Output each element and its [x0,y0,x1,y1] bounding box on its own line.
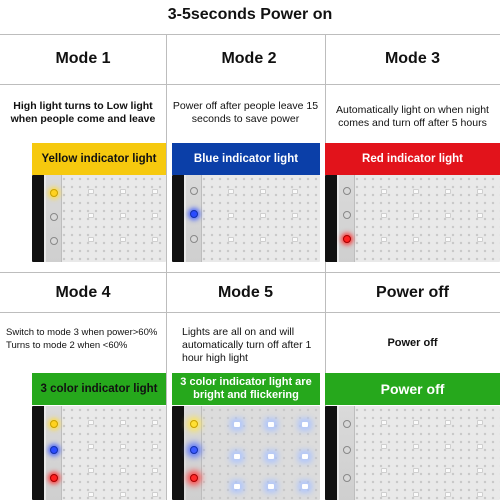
led-bulb [413,237,419,242]
red-indicator-light [343,235,351,243]
led-bulb [120,492,126,497]
led-bulb [477,468,483,473]
mode-2-label: Mode 2 [221,50,277,67]
divider [0,272,500,273]
power-off-banner: Power off [325,373,500,405]
unlit-indicator-light [190,235,198,243]
mode-3-description: Automatically light on when night comes and turn off after 5 hours [336,104,489,129]
red-indicator-light [50,474,58,482]
divider [0,312,500,313]
led-bulb [260,189,266,194]
led-bulb [477,492,483,497]
mode-1-description: High light turns to Low light when people come and leave [10,100,156,125]
led-bulb [445,468,451,473]
led-bulb [381,213,387,218]
mode-4-description: Switch to mode 3 when power>60% Turns to mode 2 when <60% [6,327,158,351]
led-bulb [234,484,240,489]
led-bulb [302,454,308,459]
led-bulb [152,492,158,497]
led-bulb [413,468,419,473]
led-bulb [268,422,274,427]
unlit-indicator-light [343,446,351,454]
unlit-indicator-light [343,187,351,195]
led-bulb [88,492,94,497]
mode-1-panel-photo [32,175,166,262]
mode-2-description: Power off after people leave 15 seconds to save power [172,100,319,125]
led-bulb [152,420,158,425]
led-bulb [88,420,94,425]
blue-indicator-light [190,446,198,454]
mode-4-panel-photo [32,406,166,500]
led-bulb [228,189,234,194]
led-bulb [268,454,274,459]
yellow-indicator-light [50,420,58,428]
led-bulb [152,444,158,449]
divider [0,84,500,85]
led-bulb [88,468,94,473]
blue-indicator-light [50,446,58,454]
led-bulb [120,237,126,242]
power-off-label: Power off [376,284,449,301]
unlit-indicator-light [343,211,351,219]
led-bulb [381,468,387,473]
mode-3-label: Mode 3 [384,50,441,67]
led-bulb [88,213,94,218]
led-bulb [445,189,451,194]
led-bulb [381,492,387,497]
mode-5-banner: 3 color indicator light are bright and flickering [172,373,320,405]
unlit-indicator-light [343,420,351,428]
led-bulb [413,420,419,425]
led-bulb [88,237,94,242]
mode-1-label: Mode 1 [55,50,111,67]
led-bulb [477,237,483,242]
page-title: 3-5seconds Power on [167,6,333,23]
led-bulb [381,444,387,449]
led-bulb [445,420,451,425]
led-bulb [477,189,483,194]
led-bulb [477,420,483,425]
led-bulb [302,484,308,489]
blue-indicator-light [190,210,198,218]
led-bulb [228,237,234,242]
mode-3-panel-photo [325,175,500,262]
led-bulb [413,492,419,497]
power-off-panel-photo [325,406,500,500]
led-bulb [445,444,451,449]
led-bulb [120,213,126,218]
yellow-indicator-light [50,189,58,197]
led-bulb [234,422,240,427]
led-bulb [292,237,298,242]
led-bulb [88,444,94,449]
led-bulb [260,213,266,218]
mode-2-banner: Blue indicator light [172,143,320,175]
divider [0,34,500,35]
led-bulb [445,237,451,242]
power-off-description: Power off [387,337,438,349]
led-bulb [445,213,451,218]
led-bulb [88,189,94,194]
mode-4-banner: 3 color indicator light [32,373,166,405]
led-bulb [413,444,419,449]
led-bulb [477,213,483,218]
led-bulb [292,213,298,218]
led-bulb [152,468,158,473]
led-bulb [413,189,419,194]
led-bulb [413,213,419,218]
mode-2-panel-photo [172,175,320,262]
led-bulb [477,444,483,449]
unlit-indicator-light [50,213,58,221]
unlit-indicator-light [50,237,58,245]
led-bulb [381,420,387,425]
led-bulb [381,189,387,194]
led-bulb [260,237,266,242]
yellow-indicator-light [190,420,198,428]
mode-5-description: Lights are all on and will automatically turn off after 1 hour high light [182,326,312,364]
led-bulb [120,444,126,449]
led-bulb [120,420,126,425]
led-bulb [234,454,240,459]
led-bulb [152,213,158,218]
led-bulb [120,189,126,194]
led-bulb [445,492,451,497]
red-indicator-light [190,474,198,482]
unlit-indicator-light [343,474,351,482]
led-bulb [120,468,126,473]
led-bulb [381,237,387,242]
mode-5-label: Mode 5 [217,284,274,301]
led-bulb [268,484,274,489]
mode-1-banner: Yellow indicator light [32,143,166,175]
mode-3-banner: Red indicator light [325,143,500,175]
led-bulb [228,213,234,218]
led-bulb [152,237,158,242]
mode-5-panel-photo [172,406,320,500]
led-bulb [302,422,308,427]
unlit-indicator-light [190,187,198,195]
led-bulb [292,189,298,194]
mode-4-label: Mode 4 [55,284,111,301]
led-bulb [152,189,158,194]
